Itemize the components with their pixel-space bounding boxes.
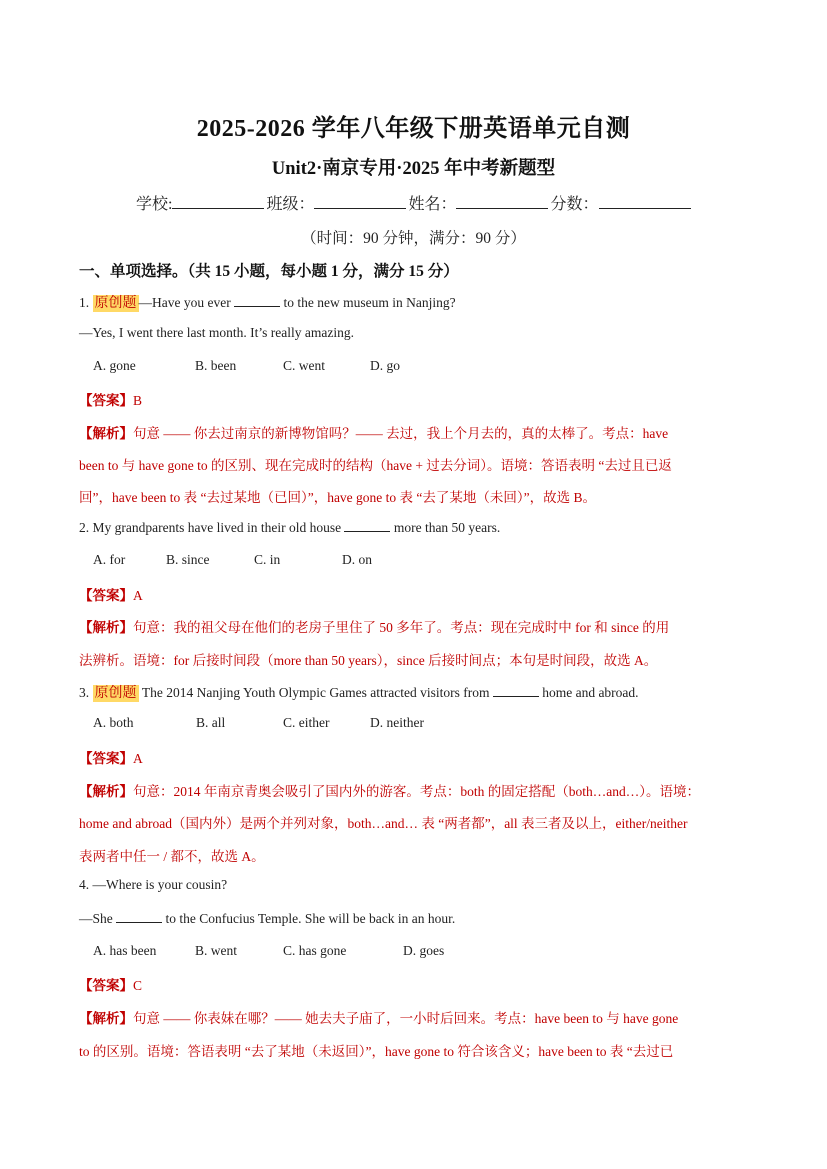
question-number: 1. (79, 295, 90, 310)
option-a[interactable]: A. both (93, 715, 134, 730)
option-c[interactable]: C. has gone (283, 943, 347, 958)
question-number: 4. (79, 877, 90, 892)
explanation-line: 法辨析。语境：for 后接时间段（more than 50 years），since 后接时间点；本句是时间段，故选 A。 (79, 653, 658, 668)
student-info-line (136, 191, 693, 214)
explanation-label: 【解析】 (79, 1011, 133, 1026)
answer-line (79, 974, 142, 994)
question-1-reply: —Yes, I went there last month. It’s really amazing. (79, 325, 354, 340)
question-number: 3. (79, 685, 90, 700)
score-blank[interactable] (599, 194, 691, 209)
stem-text: —She (79, 911, 113, 926)
answer-label: 【答案】 (79, 978, 133, 993)
answer-value: A (133, 588, 143, 603)
option-c[interactable]: C. in (254, 552, 281, 567)
time-note: （时间：90 分钟，满分：90 分） (301, 230, 526, 247)
explanation-label: 【解析】 (79, 426, 133, 441)
question-3-stem (79, 682, 639, 702)
answer-label: 【答案】 (79, 751, 133, 766)
option-b[interactable]: B. since (166, 552, 210, 567)
explanation-line: 表两者中任一 / 都不，故选 A。 (79, 849, 265, 864)
answer-label: 【答案】 (79, 588, 133, 603)
explanation-line (79, 616, 749, 636)
stem-text: —Have you ever (138, 295, 231, 310)
name-blank[interactable] (456, 194, 548, 209)
explanation-line: 回”，have been to 表 “去过某地（已回）”，have gone to 表 “去了某地（未回）”，故选 B。 (79, 490, 597, 505)
answer-value: B (133, 393, 143, 408)
option-d[interactable]: D. goes (403, 943, 445, 958)
stem-text: to the new museum in Nanjing? (283, 295, 456, 310)
explanation-text: 句意 —— 你表妹在哪？—— 她去夫子庙了，一小时后回来。考点：have been to 与 have gone (133, 1011, 679, 1026)
option-a[interactable]: A. gone (93, 358, 136, 373)
option-d[interactable]: D. neither (370, 715, 424, 730)
page-subtitle: Unit2·南京专用·2025 年中考新题型 (271, 159, 556, 179)
stem-text: My grandparents have lived in their old house (92, 520, 342, 535)
answer-line (79, 584, 143, 604)
answer-label: 【答案】 (79, 393, 133, 408)
explanation-line (79, 422, 749, 442)
explanation-text: 句意：我的祖父母在他们的老房子里住了 50 多年了。考点：现在完成时中 for 和 since 的用 (133, 620, 670, 635)
explanation-line: home and abroad（国内外）是两个并列对象，both…and… 表 “两者都”，all 表三者及以上，either/neither (79, 816, 688, 831)
explanation-line (79, 1007, 749, 1027)
original-question-tag: 原创题 (94, 686, 137, 701)
answer-line (79, 389, 142, 409)
stem-text: more than 50 years. (393, 520, 501, 535)
stem-text: The 2014 Nanjing Youth Olympic Games attracted visitors from (141, 685, 490, 700)
class-label: 班级： (266, 196, 315, 213)
original-question-tag: 原创题 (94, 296, 137, 311)
answer-line (79, 747, 143, 767)
explanation-text: 句意：2014 年南京青奥会吸引了国内外的游客。考点：both 的固定搭配（both…and…）。语境： (133, 784, 700, 799)
section-title: 一、单项选择。（共 15 小题，每小题 1 分，满分 15 分） (79, 263, 459, 280)
page-title: 2025-2026 学年八年级下册英语单元自测 (196, 116, 631, 142)
option-c[interactable]: C. went (283, 358, 325, 373)
option-a[interactable]: A. for (93, 552, 126, 567)
answer-value: A (133, 751, 143, 766)
question-4-stem (79, 877, 227, 893)
answer-blank (116, 910, 162, 923)
stem-text: to the Confucius Temple. She will be back in an hour. (165, 911, 456, 926)
explanation-line: to 的区别。语境：答语表明 “去了某地（未返回）”，have gone to 符合该含义；have been to 表 “去过已 (79, 1044, 674, 1059)
answer-blank (234, 294, 280, 307)
option-a[interactable]: A. has been (93, 943, 157, 958)
option-d[interactable]: D. go (370, 358, 400, 373)
explanation-line (79, 780, 749, 800)
name-label: 姓名： (408, 196, 457, 213)
explanation-label: 【解析】 (79, 620, 133, 635)
answer-value: C (133, 978, 143, 993)
score-label: 分数： (550, 196, 599, 213)
stem-text: —Where is your cousin? (92, 877, 228, 892)
question-4-reply (79, 910, 455, 927)
stem-text: home and abroad. (542, 685, 639, 700)
explanation-line: been to 与 have gone to 的区别、现在完成时的结构（have + 过去分词）。语境：答语表明 “去过且已返 (79, 458, 672, 473)
option-b[interactable]: B. been (195, 358, 237, 373)
class-blank[interactable] (314, 194, 406, 209)
question-1-stem (79, 292, 456, 312)
option-b[interactable]: B. went (195, 943, 237, 958)
explanation-text: 句意 —— 你去过南京的新博物馆吗？—— 去过，我上个月去的，真的太棒了。考点：have (133, 426, 669, 441)
option-b[interactable]: B. all (196, 715, 226, 730)
question-number: 2. (79, 520, 90, 535)
answer-blank (344, 519, 390, 532)
school-blank[interactable] (172, 194, 264, 209)
school-label: 学校: (136, 196, 173, 213)
option-c[interactable]: C. either (283, 715, 330, 730)
question-2-stem (79, 519, 500, 536)
option-d[interactable]: D. on (342, 552, 372, 567)
explanation-label: 【解析】 (79, 784, 133, 799)
answer-blank (493, 684, 539, 697)
